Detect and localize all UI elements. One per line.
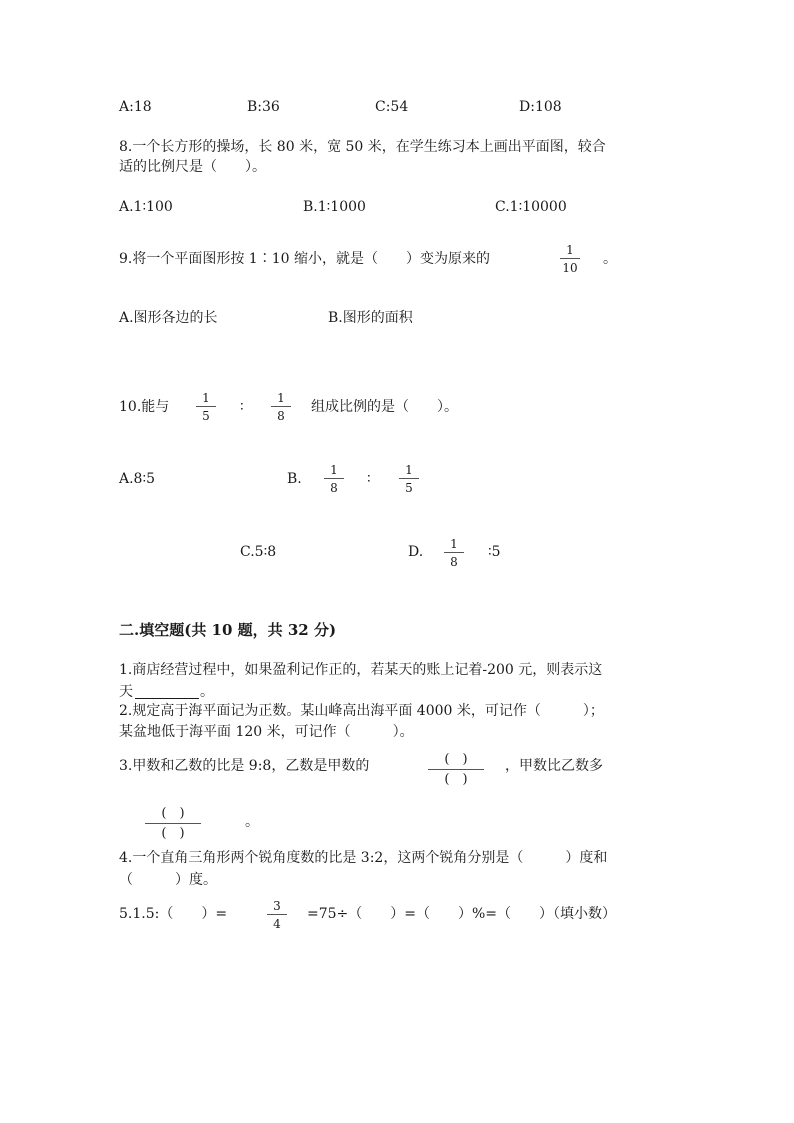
fraction-bar [399,478,419,479]
fraction-bar [267,914,287,915]
q10-fraction-2 [271,392,291,422]
q9-option-b: B.图形的面积 [328,310,413,326]
q9-fraction [560,244,580,274]
q7-option-c: C:54 [375,99,409,115]
q9-option-a: A.图形各边的长 [119,310,218,326]
q9-fraction-numerator: 1 [566,243,574,257]
fraction-bar [324,478,344,479]
q10-option-d-fraction [444,538,464,568]
denominator-blank[interactable]: ( ) [444,772,468,787]
numerator: 1 [405,463,413,477]
q8-text-line1: 8.一个长方形的操场，长 80 米，宽 50 米，在学生练习本上画出平面图，较合 [119,139,606,155]
q7-option-b: B:36 [247,99,280,115]
fraction-bar [196,406,216,407]
q10-colon: ∶ [240,399,244,415]
q10-option-b-colon: ∶ [367,471,371,487]
q10-option-d-tail: ∶5 [488,544,501,560]
f2-text-line2: 某盆地低于海平面 120 米，可记作（ ）。 [119,724,414,740]
numerator: 1 [450,537,458,551]
denominator: 4 [273,917,281,931]
q10-prefix: 10.能与 [119,399,170,415]
fraction-bar [560,258,580,259]
q7-option-d: D:108 [519,99,562,115]
q8-text-line2: 适的比例尺是（ ）。 [119,159,266,175]
numerator: 1 [277,391,285,405]
q10-option-b-label: B. [287,471,302,487]
f2-text-line1: 2.规定高于海平面记为正数。某山峰高出海平面 4000 米，可记作（ ）； [119,703,604,719]
q10-option-b-fraction-1 [324,464,344,494]
fraction-bar [271,406,291,407]
numerator: 3 [273,899,281,913]
denominator: 5 [405,481,413,495]
q10-option-b-fraction-2 [399,464,419,494]
f1-text-line2-prefix: 天 [119,684,133,700]
q9-end: 。 [603,251,617,267]
denominator: 5 [202,409,210,423]
f4-text-line2: （ ）度。 [119,872,217,888]
numerator-blank[interactable]: ( ) [444,752,468,767]
denominator: 8 [277,409,285,423]
numerator-blank[interactable]: ( ) [161,806,185,821]
q8-option-c: C.1∶10000 [495,199,567,215]
f4-text-line1: 4.一个直角三角形两个锐角度数的比是 3:2，这两个锐角分别是（ ）度和 [119,850,608,866]
denominator: 8 [450,555,458,569]
q10-option-d-label: D. [408,544,424,560]
f5-suffix: =75÷（ ）=（ ）%=（ ）（填小数） [307,906,617,922]
f1-text-line2-end: 。 [200,684,214,700]
section-heading: 二.填空题(共 10 题，共 32 分) [119,621,337,639]
q8-option-b: B.1∶1000 [303,199,366,215]
denominator: 8 [330,481,338,495]
f1-answer-blank[interactable] [135,698,199,699]
denominator-blank[interactable]: ( ) [161,826,185,841]
q9-fraction-denominator: 10 [562,261,578,275]
f5-fraction [267,900,287,930]
q10-option-c: C.5∶8 [240,544,277,560]
f3-end: 。 [245,814,259,830]
fraction-bar [145,823,201,824]
fraction-bar [444,552,464,553]
f3-answer-fraction-1[interactable] [428,753,484,786]
q10-fraction-1 [196,392,216,422]
f1-text-line1: 1.商店经营过程中，如果盈利记作正的，若某天的账上记着-200 元，则表示这 [119,662,603,678]
q9-text: 9.将一个平面图形按 1∶10 缩小，就是（ ）变为原来的 [119,251,490,267]
q7-option-a: A:18 [119,99,152,115]
f3-prefix: 3.甲数和乙数的比是 9:8，乙数是甲数的 [119,758,370,774]
q10-option-a: A.8∶5 [119,471,156,487]
f3-answer-fraction-2[interactable] [145,807,201,840]
numerator: 1 [330,463,338,477]
f3-mid: ，甲数比乙数多 [505,758,603,774]
fraction-bar [428,769,484,770]
q8-option-a: A.1∶100 [119,199,173,215]
f5-prefix: 5.1.5:（ ）= [119,906,228,922]
q10-suffix: 组成比例的是（ ）。 [311,399,458,415]
numerator: 1 [202,391,210,405]
